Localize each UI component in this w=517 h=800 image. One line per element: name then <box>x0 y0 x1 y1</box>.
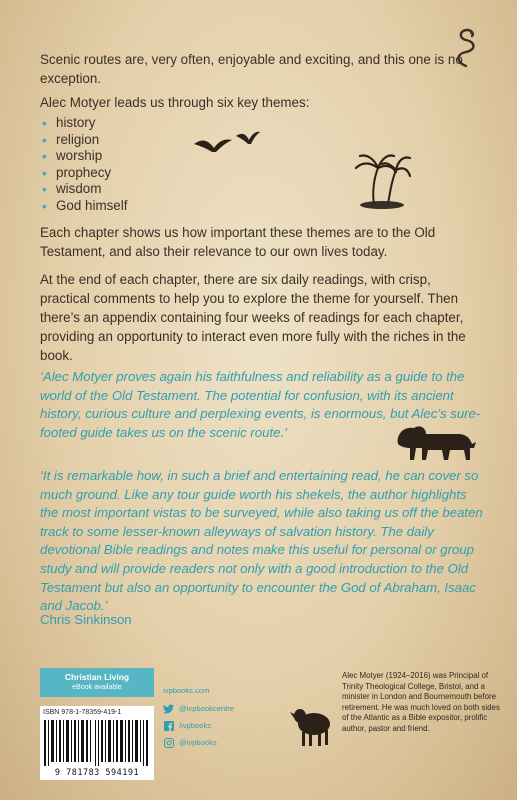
ebook-label: eBook available <box>72 684 122 691</box>
list-item: • God himself <box>42 198 127 215</box>
website-text: ivpbooks.com <box>163 686 210 695</box>
facebook-link[interactable] <box>163 720 211 731</box>
themes-list <box>42 115 127 215</box>
twitter-handle: @ivpbookcentre <box>179 704 234 713</box>
quote-author: Chris Sinkinson <box>40 612 132 627</box>
lion-icon <box>392 420 478 462</box>
author-bio: Alec Motyer (1924–2016) was Principal of Trinity Theological College, Bristol, and a minister in London and Bournemouth before retirement. He was much loved on both sides of the Atlantic as a Bible expositor, prolific author, pastor and friend. <box>342 671 500 733</box>
category-label: Christian Living <box>64 672 130 682</box>
list-item: • wisdom <box>42 181 127 198</box>
quote-sinkinson: ‘It is remarkable how, in such a brief and entertaining read, he can cover so much ground. Like any tour guide worth his shekels, the author highlights the most important vistas to be surveyed, while also taking us off the beaten track to some lesser-known alleyways of salvation history. The daily devotional Bible readings and notes make this useful for personal or group study and will provide readers not only with a good introduction to the Old Testament but also an opportunity to encounter the God of Abraham, Isaac and Jacob.’ <box>40 468 483 614</box>
barcode-icon <box>44 720 150 766</box>
instagram-icon <box>163 737 174 748</box>
list-item: • history <box>42 115 127 132</box>
instagram-link[interactable] <box>163 737 217 748</box>
intro-text: Scenic routes are, very often, enjoyable and exciting, and this one is no exception. <box>40 52 463 86</box>
website-link[interactable] <box>163 686 209 695</box>
list-item: • prophecy <box>42 165 127 182</box>
lamb-icon <box>290 700 336 748</box>
themes-lead: Alec Motyer leads us through six key themes: <box>40 95 310 110</box>
facebook-icon <box>163 720 174 731</box>
instagram-handle: @ivpbooks <box>179 738 217 747</box>
list-item: • worship <box>42 148 127 165</box>
twitter-icon <box>163 703 174 714</box>
barcode-box <box>40 706 154 780</box>
quote-motyer-praise: ‘Alec Motyer proves again his faithfulness and reliability as a guide to the world of the Old Testament. The potential for confusion, with its ancient history, curious culture and perplexing events, is enormous, but Alec’s sure-footed guide takes us on the scenic route.’ <box>40 369 481 440</box>
isbn-text: ISBN 978-1-78359-419-1 <box>43 709 122 716</box>
barcode-number: 9 781783 594191 <box>54 768 140 778</box>
chapter-text: Each chapter shows us how important these themes are to the Old Testament, and also their relevance to our own lives today. <box>40 225 436 259</box>
palm-island-icon <box>352 148 412 210</box>
readings-text: At the end of each chapter, there are six daily readings, with crisp, practical comments to help you to explore the theme for yourself. Then there’s an appendix containing four weeks of readings for each chapter, providing an opportunity to interact even more fully with the riches in the book. <box>40 272 466 363</box>
twitter-link[interactable] <box>163 703 234 714</box>
category-badge <box>40 668 154 697</box>
list-item: • religion <box>42 132 127 149</box>
eagles-icon <box>192 128 262 162</box>
facebook-handle: /ivpbooks <box>179 721 212 730</box>
